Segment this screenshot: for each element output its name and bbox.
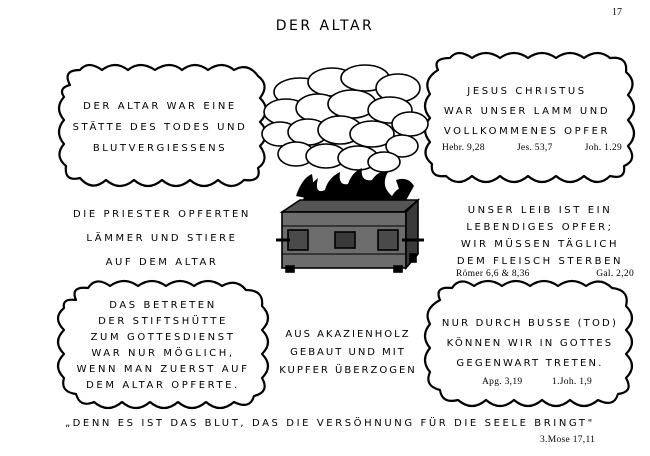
bible-ref: Joh. 1.29 xyxy=(584,143,622,153)
altar-box-icon xyxy=(276,200,424,272)
text-line: DER ALTAR WAR EINE xyxy=(83,101,237,112)
text-line: GEGENWART TRETEN. xyxy=(456,358,604,369)
cloud-bottom-right-text xyxy=(430,314,630,374)
text-line: VOLLKOMMENES OPFER xyxy=(443,126,611,137)
page-title: DER ALTAR xyxy=(275,18,375,34)
text-line: DEM FLEISCH STERBEN xyxy=(456,256,624,267)
text-line: WIR MÜSSEN TÄGLICH xyxy=(460,239,620,250)
text-line: DEM ALTAR OPFERTE. xyxy=(86,380,240,391)
bible-ref: Apg. 3,19 xyxy=(482,377,523,387)
text-line: DAS BETRETEN xyxy=(109,300,217,311)
text-line: AUS AKAZIENHOLZ xyxy=(285,329,411,340)
cloud-top-right-refs xyxy=(442,143,622,153)
bible-ref: Gal. 2,20 xyxy=(596,269,634,279)
bible-ref: Hebr. 9,28 xyxy=(442,143,485,153)
middle-right-text xyxy=(440,202,640,270)
text-line: STÄTTE DES TODES UND xyxy=(72,122,248,133)
cloud-bottom-left-text xyxy=(60,298,266,394)
text-line: WAR NUR MÖGLICH, xyxy=(91,348,235,359)
text-line: AUF DEM ALTAR xyxy=(105,257,219,268)
bottom-quote: „DENN ES IST DAS BLUT, DAS DIE VERSÖHNUNG FÜR DIE SEELE BRINGT" xyxy=(65,418,595,429)
bible-ref: Römer 6,6 & 8,36 xyxy=(456,269,530,279)
text-line: UNSER LEIB IST EIN xyxy=(467,205,613,216)
text-line: KUPFER ÜBERZOGEN xyxy=(279,365,417,376)
middle-left-text xyxy=(62,203,262,275)
text-line: WAR UNSER LAMM UND xyxy=(443,106,611,117)
text-line: LEBENDIGES OPFER; xyxy=(466,222,614,233)
cloud-bottom-right-refs xyxy=(482,377,592,387)
smoke-icon xyxy=(262,65,428,172)
text-line: DIE PRIESTER OPFERTEN xyxy=(73,209,251,220)
text-line: ZUM GOTTESDIENST xyxy=(90,332,236,343)
text-line: NUR DURCH BUSSE (TOD) xyxy=(441,318,619,329)
page-number: 17 xyxy=(612,7,622,18)
text-line: JESUS CHRISTUS xyxy=(467,86,587,97)
cloud-top-left-text xyxy=(70,96,250,159)
text-line: WENN MAN ZUERST AUF xyxy=(76,364,250,375)
text-line: GEBAUT UND MIT xyxy=(290,347,406,358)
bible-ref: 1.Joh. 1,9 xyxy=(552,377,592,387)
text-line: BLUTVERGIESSENS xyxy=(92,143,228,154)
text-line: LÄMMER UND STIERE xyxy=(86,233,238,244)
cloud-top-right-text xyxy=(432,82,622,142)
bible-ref: Jes. 53,7 xyxy=(516,143,553,153)
text-line: KÖNNEN WIR IN GOTTES xyxy=(446,338,614,349)
middle-right-refs xyxy=(456,269,634,279)
text-line: DER STIFTSHÜTTE xyxy=(98,316,228,327)
center-bottom-text xyxy=(268,326,428,380)
quote-reference: 3.Mose 17,11 xyxy=(540,435,596,445)
